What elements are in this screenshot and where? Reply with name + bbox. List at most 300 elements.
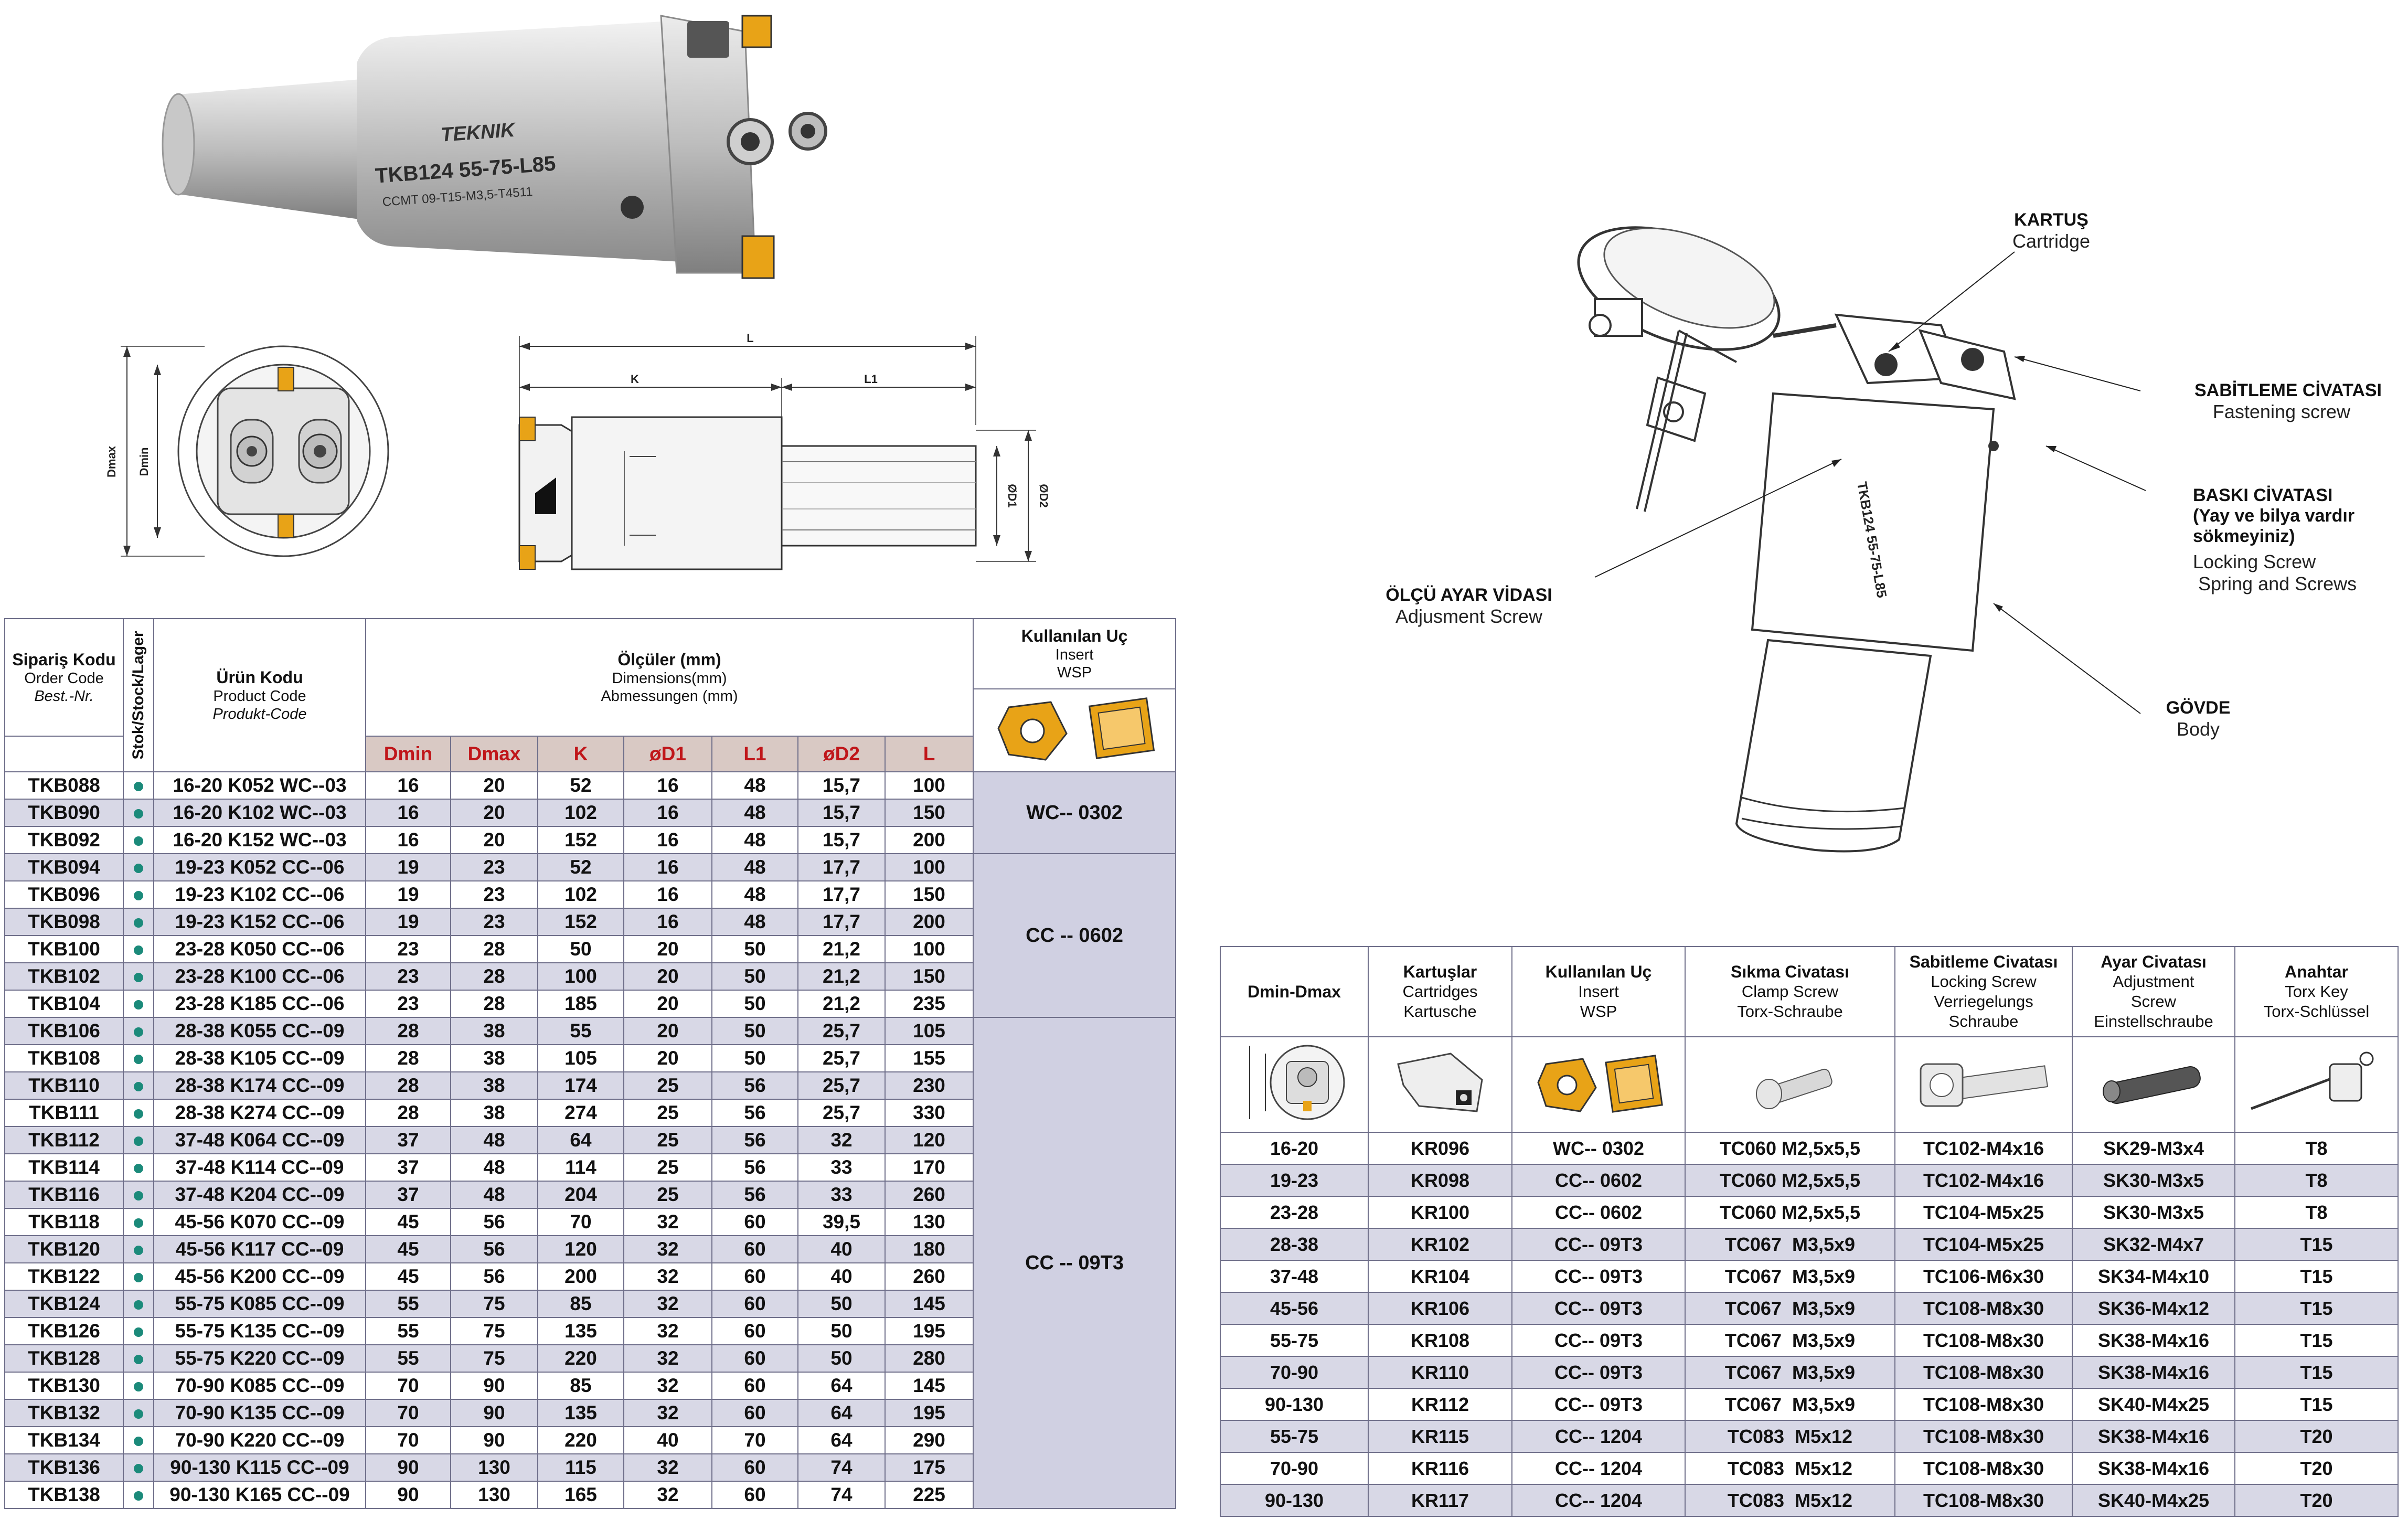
order-code-cell: TKB092 bbox=[5, 826, 123, 854]
range-cell: 70-90 bbox=[1220, 1452, 1368, 1484]
cartridge-table bbox=[1220, 946, 2399, 1517]
dmax-cell: 56 bbox=[451, 1236, 538, 1263]
label-locking-sub2: Spring and Screws bbox=[2198, 573, 2357, 594]
tool-specification-table bbox=[4, 618, 1176, 1509]
clamp-screw-cell: TC083 M5x12 bbox=[1685, 1420, 1895, 1452]
product-code-cell: 55-75 K135 CC--09 bbox=[154, 1318, 366, 1345]
d2-cell: 25,7 bbox=[798, 1099, 885, 1127]
adjustment-screw-icon bbox=[2091, 1054, 2217, 1111]
dmax-cell: 23 bbox=[451, 908, 538, 936]
dmax-cell: 75 bbox=[451, 1318, 538, 1345]
k-cell: 200 bbox=[538, 1263, 624, 1290]
k-cell: 52 bbox=[538, 772, 624, 799]
l1-cell: 48 bbox=[712, 881, 798, 908]
dmin-cell: 19 bbox=[366, 881, 451, 908]
locking-screw-icon bbox=[1910, 1048, 2057, 1117]
k-cell: 105 bbox=[538, 1045, 624, 1072]
k-cell: 115 bbox=[538, 1454, 624, 1481]
adjustment-screw-cell: SK30-M3x5 bbox=[2072, 1164, 2235, 1196]
k-cell: 135 bbox=[538, 1399, 624, 1427]
adjustment-screw-cell: SK40-M4x25 bbox=[2072, 1388, 2235, 1420]
insert-images bbox=[988, 692, 1161, 765]
col-dmin: Dmin bbox=[366, 736, 451, 772]
l1-cell: 60 bbox=[712, 1399, 798, 1427]
k-cell: 85 bbox=[538, 1372, 624, 1399]
stock-cell bbox=[123, 1399, 154, 1427]
k-cell: 135 bbox=[538, 1318, 624, 1345]
in-stock-dot-icon bbox=[134, 1246, 143, 1255]
product-code-cell: 19-23 K102 CC--06 bbox=[154, 881, 366, 908]
table-row bbox=[1220, 1388, 2398, 1420]
adjustment-screw-cell: SK38-M4x16 bbox=[2072, 1452, 2235, 1484]
table-row bbox=[1220, 1196, 2398, 1228]
cartridge-cell: KR104 bbox=[1368, 1260, 1512, 1292]
order-code-cell: TKB124 bbox=[5, 1290, 123, 1318]
l-cell: 155 bbox=[885, 1045, 973, 1072]
dmin-cell: 16 bbox=[366, 772, 451, 799]
stock-cell bbox=[123, 1427, 154, 1454]
adjustment-screw-cell: SK30-M3x5 bbox=[2072, 1196, 2235, 1228]
l1-cell: 60 bbox=[712, 1372, 798, 1399]
cart-header-clamp-screw: Sıkma Civatası Clamp Screw Torx-Schraube bbox=[1685, 947, 1895, 1037]
adjustment-screw-cell: SK38-M4x16 bbox=[2072, 1356, 2235, 1388]
dmin-cell: 70 bbox=[366, 1372, 451, 1399]
product-code-cell: 16-20 K052 WC--03 bbox=[154, 772, 366, 799]
dmax-cell: 38 bbox=[451, 1072, 538, 1099]
torx-key-cell: T15 bbox=[2235, 1292, 2398, 1324]
product-code-cell: 23-28 K100 CC--06 bbox=[154, 963, 366, 990]
insert-cell: CC-- 09T3 bbox=[1512, 1260, 1685, 1292]
dmax-cell: 48 bbox=[451, 1181, 538, 1208]
dim-L-label: L bbox=[747, 332, 754, 345]
product-code-cell: 90-130 K115 CC--09 bbox=[154, 1454, 366, 1481]
img-dmin-dmax bbox=[1220, 1037, 1368, 1132]
product-code-cell: 45-56 K117 CC--09 bbox=[154, 1236, 366, 1263]
header-product-code: Ürün Kodu Product Code Produkt-Code bbox=[154, 619, 366, 772]
d1-cell: 25 bbox=[624, 1127, 712, 1154]
dmin-cell: 28 bbox=[366, 1017, 451, 1045]
adjustment-screw-cell: SK38-M4x16 bbox=[2072, 1420, 2235, 1452]
stock-cell bbox=[123, 1154, 154, 1181]
label-locking-main: BASKI CİVATASI bbox=[2193, 485, 2333, 505]
torx-key-cell: T8 bbox=[2235, 1132, 2398, 1164]
order-code-cell: TKB096 bbox=[5, 881, 123, 908]
dmin-cell: 45 bbox=[366, 1208, 451, 1236]
l-cell: 195 bbox=[885, 1318, 973, 1345]
dim-D1-label: ØD1 bbox=[1006, 484, 1019, 508]
product-code-cell: 28-38 K274 CC--09 bbox=[154, 1099, 366, 1127]
product-code-cell: 16-20 K102 WC--03 bbox=[154, 799, 366, 826]
d2-cell: 15,7 bbox=[798, 799, 885, 826]
in-stock-dot-icon bbox=[134, 1191, 143, 1200]
order-code-cell: TKB102 bbox=[5, 963, 123, 990]
d2-cell: 74 bbox=[798, 1454, 885, 1481]
l-cell: 280 bbox=[885, 1345, 973, 1372]
stock-cell bbox=[123, 1290, 154, 1318]
dmin-cell: 70 bbox=[366, 1427, 451, 1454]
dmax-cell: 90 bbox=[451, 1372, 538, 1399]
l-cell: 235 bbox=[885, 990, 973, 1017]
insert-group-cell: CC -- 0602 bbox=[973, 854, 1176, 1017]
k-cell: 50 bbox=[538, 936, 624, 963]
in-stock-dot-icon bbox=[134, 1464, 143, 1473]
dmax-cell: 20 bbox=[451, 799, 538, 826]
range-cell: 28-38 bbox=[1220, 1228, 1368, 1260]
product-code-cell: 55-75 K085 CC--09 bbox=[154, 1290, 366, 1318]
cartridge-cell: KR108 bbox=[1368, 1324, 1512, 1356]
label-cartridge bbox=[1983, 210, 2119, 252]
dmin-cell: 90 bbox=[366, 1454, 451, 1481]
table-row bbox=[1220, 1356, 2398, 1388]
dmax-cell: 28 bbox=[451, 990, 538, 1017]
in-stock-dot-icon bbox=[134, 864, 143, 873]
dmax-cell: 23 bbox=[451, 854, 538, 881]
label-cartridge-sub: Cartridge bbox=[2012, 230, 2091, 252]
clamp-screw-cell: TC060 M2,5x5,5 bbox=[1685, 1196, 1895, 1228]
order-code-cell: TKB126 bbox=[5, 1318, 123, 1345]
range-cell: 19-23 bbox=[1220, 1164, 1368, 1196]
stock-cell bbox=[123, 936, 154, 963]
d1-cell: 16 bbox=[624, 799, 712, 826]
d2-cell: 15,7 bbox=[798, 826, 885, 854]
clamp-screw-cell: TC067 M3,5x9 bbox=[1685, 1228, 1895, 1260]
range-cell: 90-130 bbox=[1220, 1388, 1368, 1420]
clamp-screw-cell: TC060 M2,5x5,5 bbox=[1685, 1164, 1895, 1196]
l-cell: 105 bbox=[885, 1017, 973, 1045]
order-code-cell: TKB090 bbox=[5, 799, 123, 826]
cartridge-cell: KR115 bbox=[1368, 1420, 1512, 1452]
order-code-cell: TKB100 bbox=[5, 936, 123, 963]
dmax-cell: 130 bbox=[451, 1454, 538, 1481]
insert-cell: CC-- 0602 bbox=[1512, 1164, 1685, 1196]
cartridge-cell: KR112 bbox=[1368, 1388, 1512, 1420]
adjustment-screw-cell: SK38-M4x16 bbox=[2072, 1324, 2235, 1356]
in-stock-dot-icon bbox=[134, 1355, 143, 1364]
order-code-cell: TKB108 bbox=[5, 1045, 123, 1072]
in-stock-dot-icon bbox=[134, 918, 143, 928]
order-code-cell: TKB112 bbox=[5, 1127, 123, 1154]
table-row bbox=[1220, 1260, 2398, 1292]
l1-cell: 56 bbox=[712, 1127, 798, 1154]
stock-cell bbox=[123, 799, 154, 826]
d2-cell: 17,7 bbox=[798, 854, 885, 881]
stock-cell bbox=[123, 1181, 154, 1208]
stock-cell bbox=[123, 1318, 154, 1345]
clamp-screw-cell: TC067 M3,5x9 bbox=[1685, 1260, 1895, 1292]
dmax-cell: 48 bbox=[451, 1127, 538, 1154]
order-code-cell: TKB111 bbox=[5, 1099, 123, 1127]
header-order-code: Sipariş Kodu Order Code Best.-Nr. bbox=[5, 619, 123, 736]
in-stock-dot-icon bbox=[134, 836, 143, 846]
stock-cell bbox=[123, 1236, 154, 1263]
d2-cell: 50 bbox=[798, 1318, 885, 1345]
l-cell: 145 bbox=[885, 1290, 973, 1318]
cart-header-locking-screw: Sabitleme Civatası Locking Screw Verriegelungs Schraube bbox=[1895, 947, 2072, 1037]
k-cell: 220 bbox=[538, 1345, 624, 1372]
product-code-cell: 28-38 K105 CC--09 bbox=[154, 1045, 366, 1072]
order-code-cell: TKB116 bbox=[5, 1181, 123, 1208]
table-row bbox=[1220, 1420, 2398, 1452]
insert-group-cell: WC-- 0302 bbox=[973, 772, 1176, 854]
order-code-cell: TKB118 bbox=[5, 1208, 123, 1236]
dmin-cell: 55 bbox=[366, 1345, 451, 1372]
order-code-cell: TKB106 bbox=[5, 1017, 123, 1045]
k-cell: 52 bbox=[538, 854, 624, 881]
product-code-cell: 37-48 K064 CC--09 bbox=[154, 1127, 366, 1154]
insert-cell: CC-- 0602 bbox=[1512, 1196, 1685, 1228]
dmin-cell: 23 bbox=[366, 990, 451, 1017]
stock-cell bbox=[123, 1454, 154, 1481]
locking-screw-cell: TC108-M8x30 bbox=[1895, 1420, 2072, 1452]
d1-cell: 32 bbox=[624, 1318, 712, 1345]
product-code-cell: 70-90 K220 CC--09 bbox=[154, 1427, 366, 1454]
l-cell: 150 bbox=[885, 881, 973, 908]
dmin-cell: 16 bbox=[366, 799, 451, 826]
img-adjustment-screw bbox=[2072, 1037, 2235, 1132]
locking-screw-cell: TC108-M8x30 bbox=[1895, 1388, 2072, 1420]
product-code-cell: 37-48 K204 CC--09 bbox=[154, 1181, 366, 1208]
d1-cell: 20 bbox=[624, 963, 712, 990]
order-code-cell: TKB110 bbox=[5, 1072, 123, 1099]
stock-cell bbox=[123, 772, 154, 799]
product-photo bbox=[147, 0, 829, 294]
img-cartridge bbox=[1368, 1037, 1512, 1132]
in-stock-dot-icon bbox=[134, 1109, 143, 1119]
d1-cell: 40 bbox=[624, 1427, 712, 1454]
insert-group-cell: CC -- 09T3 bbox=[973, 1017, 1176, 1508]
stock-cell bbox=[123, 1263, 154, 1290]
product-code-cell: 45-56 K070 CC--09 bbox=[154, 1208, 366, 1236]
k-cell: 102 bbox=[538, 799, 624, 826]
d1-cell: 16 bbox=[624, 908, 712, 936]
cartridge-icon bbox=[1388, 1043, 1493, 1122]
d1-cell: 16 bbox=[624, 881, 712, 908]
l1-cell: 48 bbox=[712, 826, 798, 854]
l1-cell: 50 bbox=[712, 963, 798, 990]
product-code-cell: 16-20 K152 WC--03 bbox=[154, 826, 366, 854]
k-cell: 185 bbox=[538, 990, 624, 1017]
dmax-cell: 75 bbox=[451, 1290, 538, 1318]
l1-cell: 60 bbox=[712, 1208, 798, 1236]
product-code-cell: 19-23 K052 CC--06 bbox=[154, 854, 366, 881]
l1-cell: 60 bbox=[712, 1481, 798, 1508]
dmax-cell: 28 bbox=[451, 936, 538, 963]
in-stock-dot-icon bbox=[134, 945, 143, 955]
locking-screw-cell: TC108-M8x30 bbox=[1895, 1324, 2072, 1356]
torx-key-cell: T15 bbox=[2235, 1388, 2398, 1420]
stock-cell bbox=[123, 1481, 154, 1508]
range-cell: 70-90 bbox=[1220, 1356, 1368, 1388]
insert-cell: CC-- 09T3 bbox=[1512, 1388, 1685, 1420]
header-stock: Stok/Stock/Lager bbox=[123, 619, 154, 772]
in-stock-dot-icon bbox=[134, 809, 143, 819]
cart-header-adjustment-screw: Ayar Civatası Adjustment Screw Einstellschraube bbox=[2072, 947, 2235, 1037]
dmin-cell: 28 bbox=[366, 1045, 451, 1072]
label-adjustment-sub: Adjusment Screw bbox=[1395, 605, 1543, 627]
header-insert: Kullanılan Uç Insert WSP bbox=[973, 619, 1176, 689]
l1-cell: 60 bbox=[712, 1236, 798, 1263]
l1-cell: 50 bbox=[712, 936, 798, 963]
photo-engraving-2: CCMT 09-T15-M3,5-T4511 bbox=[381, 184, 534, 209]
k-cell: 70 bbox=[538, 1208, 624, 1236]
torx-key-cell: T8 bbox=[2235, 1196, 2398, 1228]
stock-cell bbox=[123, 1345, 154, 1372]
clamp-screw-icon bbox=[1738, 1051, 1842, 1114]
l-cell: 130 bbox=[885, 1208, 973, 1236]
l-cell: 180 bbox=[885, 1236, 973, 1263]
insert-cell: CC-- 1204 bbox=[1512, 1452, 1685, 1484]
insert-cell: CC-- 09T3 bbox=[1512, 1356, 1685, 1388]
label-adjustment-main: ÖLÇÜ AYAR VİDASI bbox=[1386, 585, 1552, 605]
col-d1: øD1 bbox=[624, 736, 712, 772]
insert-cell: CC-- 09T3 bbox=[1512, 1324, 1685, 1356]
dmax-cell: 56 bbox=[451, 1263, 538, 1290]
stock-cell bbox=[123, 990, 154, 1017]
d1-cell: 16 bbox=[624, 854, 712, 881]
l1-cell: 48 bbox=[712, 772, 798, 799]
dmax-cell: 75 bbox=[451, 1345, 538, 1372]
d2-cell: 25,7 bbox=[798, 1045, 885, 1072]
stock-cell bbox=[123, 881, 154, 908]
k-cell: 152 bbox=[538, 826, 624, 854]
cart-header-cartridges: Kartuşlar Cartridges Kartusche bbox=[1368, 947, 1512, 1037]
stock-cell bbox=[123, 1017, 154, 1045]
col-l: L bbox=[885, 736, 973, 772]
dmin-cell: 45 bbox=[366, 1236, 451, 1263]
dmin-cell: 37 bbox=[366, 1181, 451, 1208]
img-clamp-screw bbox=[1685, 1037, 1895, 1132]
order-code-cell: TKB094 bbox=[5, 854, 123, 881]
dmax-label: Dmax bbox=[105, 446, 118, 477]
order-code-cell: TKB128 bbox=[5, 1345, 123, 1372]
product-code-cell: 19-23 K152 CC--06 bbox=[154, 908, 366, 936]
insert-cell: CC-- 09T3 bbox=[1512, 1292, 1685, 1324]
k-cell: 100 bbox=[538, 963, 624, 990]
locking-screw-cell: TC104-M5x25 bbox=[1895, 1196, 2072, 1228]
l-cell: 150 bbox=[885, 963, 973, 990]
photo-brand: TEKNIK bbox=[440, 119, 516, 146]
product-code-cell: 70-90 K085 CC--09 bbox=[154, 1372, 366, 1399]
l-cell: 330 bbox=[885, 1099, 973, 1127]
range-cell: 16-20 bbox=[1220, 1132, 1368, 1164]
stock-cell bbox=[123, 1208, 154, 1236]
locking-screw-cell: TC108-M8x30 bbox=[1895, 1452, 2072, 1484]
l-cell: 225 bbox=[885, 1481, 973, 1508]
table-row bbox=[1220, 1324, 2398, 1356]
l1-cell: 56 bbox=[712, 1154, 798, 1181]
label-adjustment-screw bbox=[1359, 585, 1579, 628]
product-code-cell: 37-48 K114 CC--09 bbox=[154, 1154, 366, 1181]
l-cell: 120 bbox=[885, 1127, 973, 1154]
order-code-cell: TKB136 bbox=[5, 1454, 123, 1481]
in-stock-dot-icon bbox=[134, 973, 143, 982]
svg-text:TKB124 55-75-L85: TKB124 55-75-L85 bbox=[1854, 480, 1890, 599]
torx-key-cell: T15 bbox=[2235, 1228, 2398, 1260]
in-stock-dot-icon bbox=[134, 891, 143, 900]
d1-cell: 25 bbox=[624, 1154, 712, 1181]
l1-cell: 50 bbox=[712, 1017, 798, 1045]
l-cell: 145 bbox=[885, 1372, 973, 1399]
d2-cell: 74 bbox=[798, 1481, 885, 1508]
d1-cell: 20 bbox=[624, 1017, 712, 1045]
l1-cell: 50 bbox=[712, 1045, 798, 1072]
in-stock-dot-icon bbox=[134, 1218, 143, 1228]
l-cell: 150 bbox=[885, 799, 973, 826]
d2-cell: 32 bbox=[798, 1127, 885, 1154]
clamp-screw-cell: TC067 M3,5x9 bbox=[1685, 1356, 1895, 1388]
table-row bbox=[1220, 1292, 2398, 1324]
d1-cell: 32 bbox=[624, 1345, 712, 1372]
img-insert bbox=[1512, 1037, 1685, 1132]
range-cell: 45-56 bbox=[1220, 1292, 1368, 1324]
dmin-cell: 55 bbox=[366, 1318, 451, 1345]
label-body bbox=[2146, 698, 2251, 740]
l-cell: 230 bbox=[885, 1072, 973, 1099]
d1-cell: 16 bbox=[624, 772, 712, 799]
product-code-cell: 23-28 K185 CC--06 bbox=[154, 990, 366, 1017]
adjustment-screw-cell: SK29-M3x4 bbox=[2072, 1132, 2235, 1164]
locking-screw-cell: TC102-M4x16 bbox=[1895, 1164, 2072, 1196]
dmax-cell: 38 bbox=[451, 1017, 538, 1045]
header-dimensions: Ölçüler (mm) Dimensions(mm) Abmessungen (mm) bbox=[366, 619, 973, 736]
dmax-cell: 20 bbox=[451, 826, 538, 854]
order-code-cell: TKB088 bbox=[5, 772, 123, 799]
dmin-cell: 55 bbox=[366, 1290, 451, 1318]
d1-cell: 32 bbox=[624, 1372, 712, 1399]
label-fastening-main: SABİTLEME CİVATASI bbox=[2194, 380, 2382, 400]
table-row bbox=[5, 772, 1176, 799]
locking-screw-cell: TC108-M8x30 bbox=[1895, 1292, 2072, 1324]
in-stock-dot-icon bbox=[134, 1136, 143, 1146]
table-row bbox=[1220, 1228, 2398, 1260]
clamp-screw-cell: TC083 M5x12 bbox=[1685, 1452, 1895, 1484]
d2-cell: 39,5 bbox=[798, 1208, 885, 1236]
d2-cell: 15,7 bbox=[798, 772, 885, 799]
torx-key-icon bbox=[2246, 1048, 2388, 1117]
torx-key-cell: T15 bbox=[2235, 1324, 2398, 1356]
dmax-cell: 28 bbox=[451, 963, 538, 990]
l-cell: 260 bbox=[885, 1181, 973, 1208]
assembly-pointers bbox=[1521, 199, 2177, 724]
stock-cell bbox=[123, 826, 154, 854]
l1-cell: 60 bbox=[712, 1318, 798, 1345]
l1-cell: 60 bbox=[712, 1454, 798, 1481]
adjustment-screw-cell: SK40-M4x25 bbox=[2072, 1484, 2235, 1516]
in-stock-dot-icon bbox=[134, 1082, 143, 1091]
range-cell: 23-28 bbox=[1220, 1196, 1368, 1228]
cartridge-cell: KR100 bbox=[1368, 1196, 1512, 1228]
cartridge-cell: KR106 bbox=[1368, 1292, 1512, 1324]
range-cell: 55-75 bbox=[1220, 1420, 1368, 1452]
d2-cell: 64 bbox=[798, 1399, 885, 1427]
range-cell: 37-48 bbox=[1220, 1260, 1368, 1292]
l-cell: 100 bbox=[885, 854, 973, 881]
order-code-cell: TKB104 bbox=[5, 990, 123, 1017]
cartridge-cell: KR098 bbox=[1368, 1164, 1512, 1196]
product-code-cell: 70-90 K135 CC--09 bbox=[154, 1399, 366, 1427]
cartridge-cell: KR096 bbox=[1368, 1132, 1512, 1164]
l-cell: 175 bbox=[885, 1454, 973, 1481]
order-code-cell: TKB122 bbox=[5, 1263, 123, 1290]
l1-cell: 60 bbox=[712, 1263, 798, 1290]
insert-cell: CC-- 1204 bbox=[1512, 1420, 1685, 1452]
d1-cell: 32 bbox=[624, 1208, 712, 1236]
l1-cell: 60 bbox=[712, 1345, 798, 1372]
col-k: K bbox=[538, 736, 624, 772]
torx-key-cell: T20 bbox=[2235, 1452, 2398, 1484]
l1-cell: 50 bbox=[712, 990, 798, 1017]
table-row bbox=[1220, 1164, 2398, 1196]
